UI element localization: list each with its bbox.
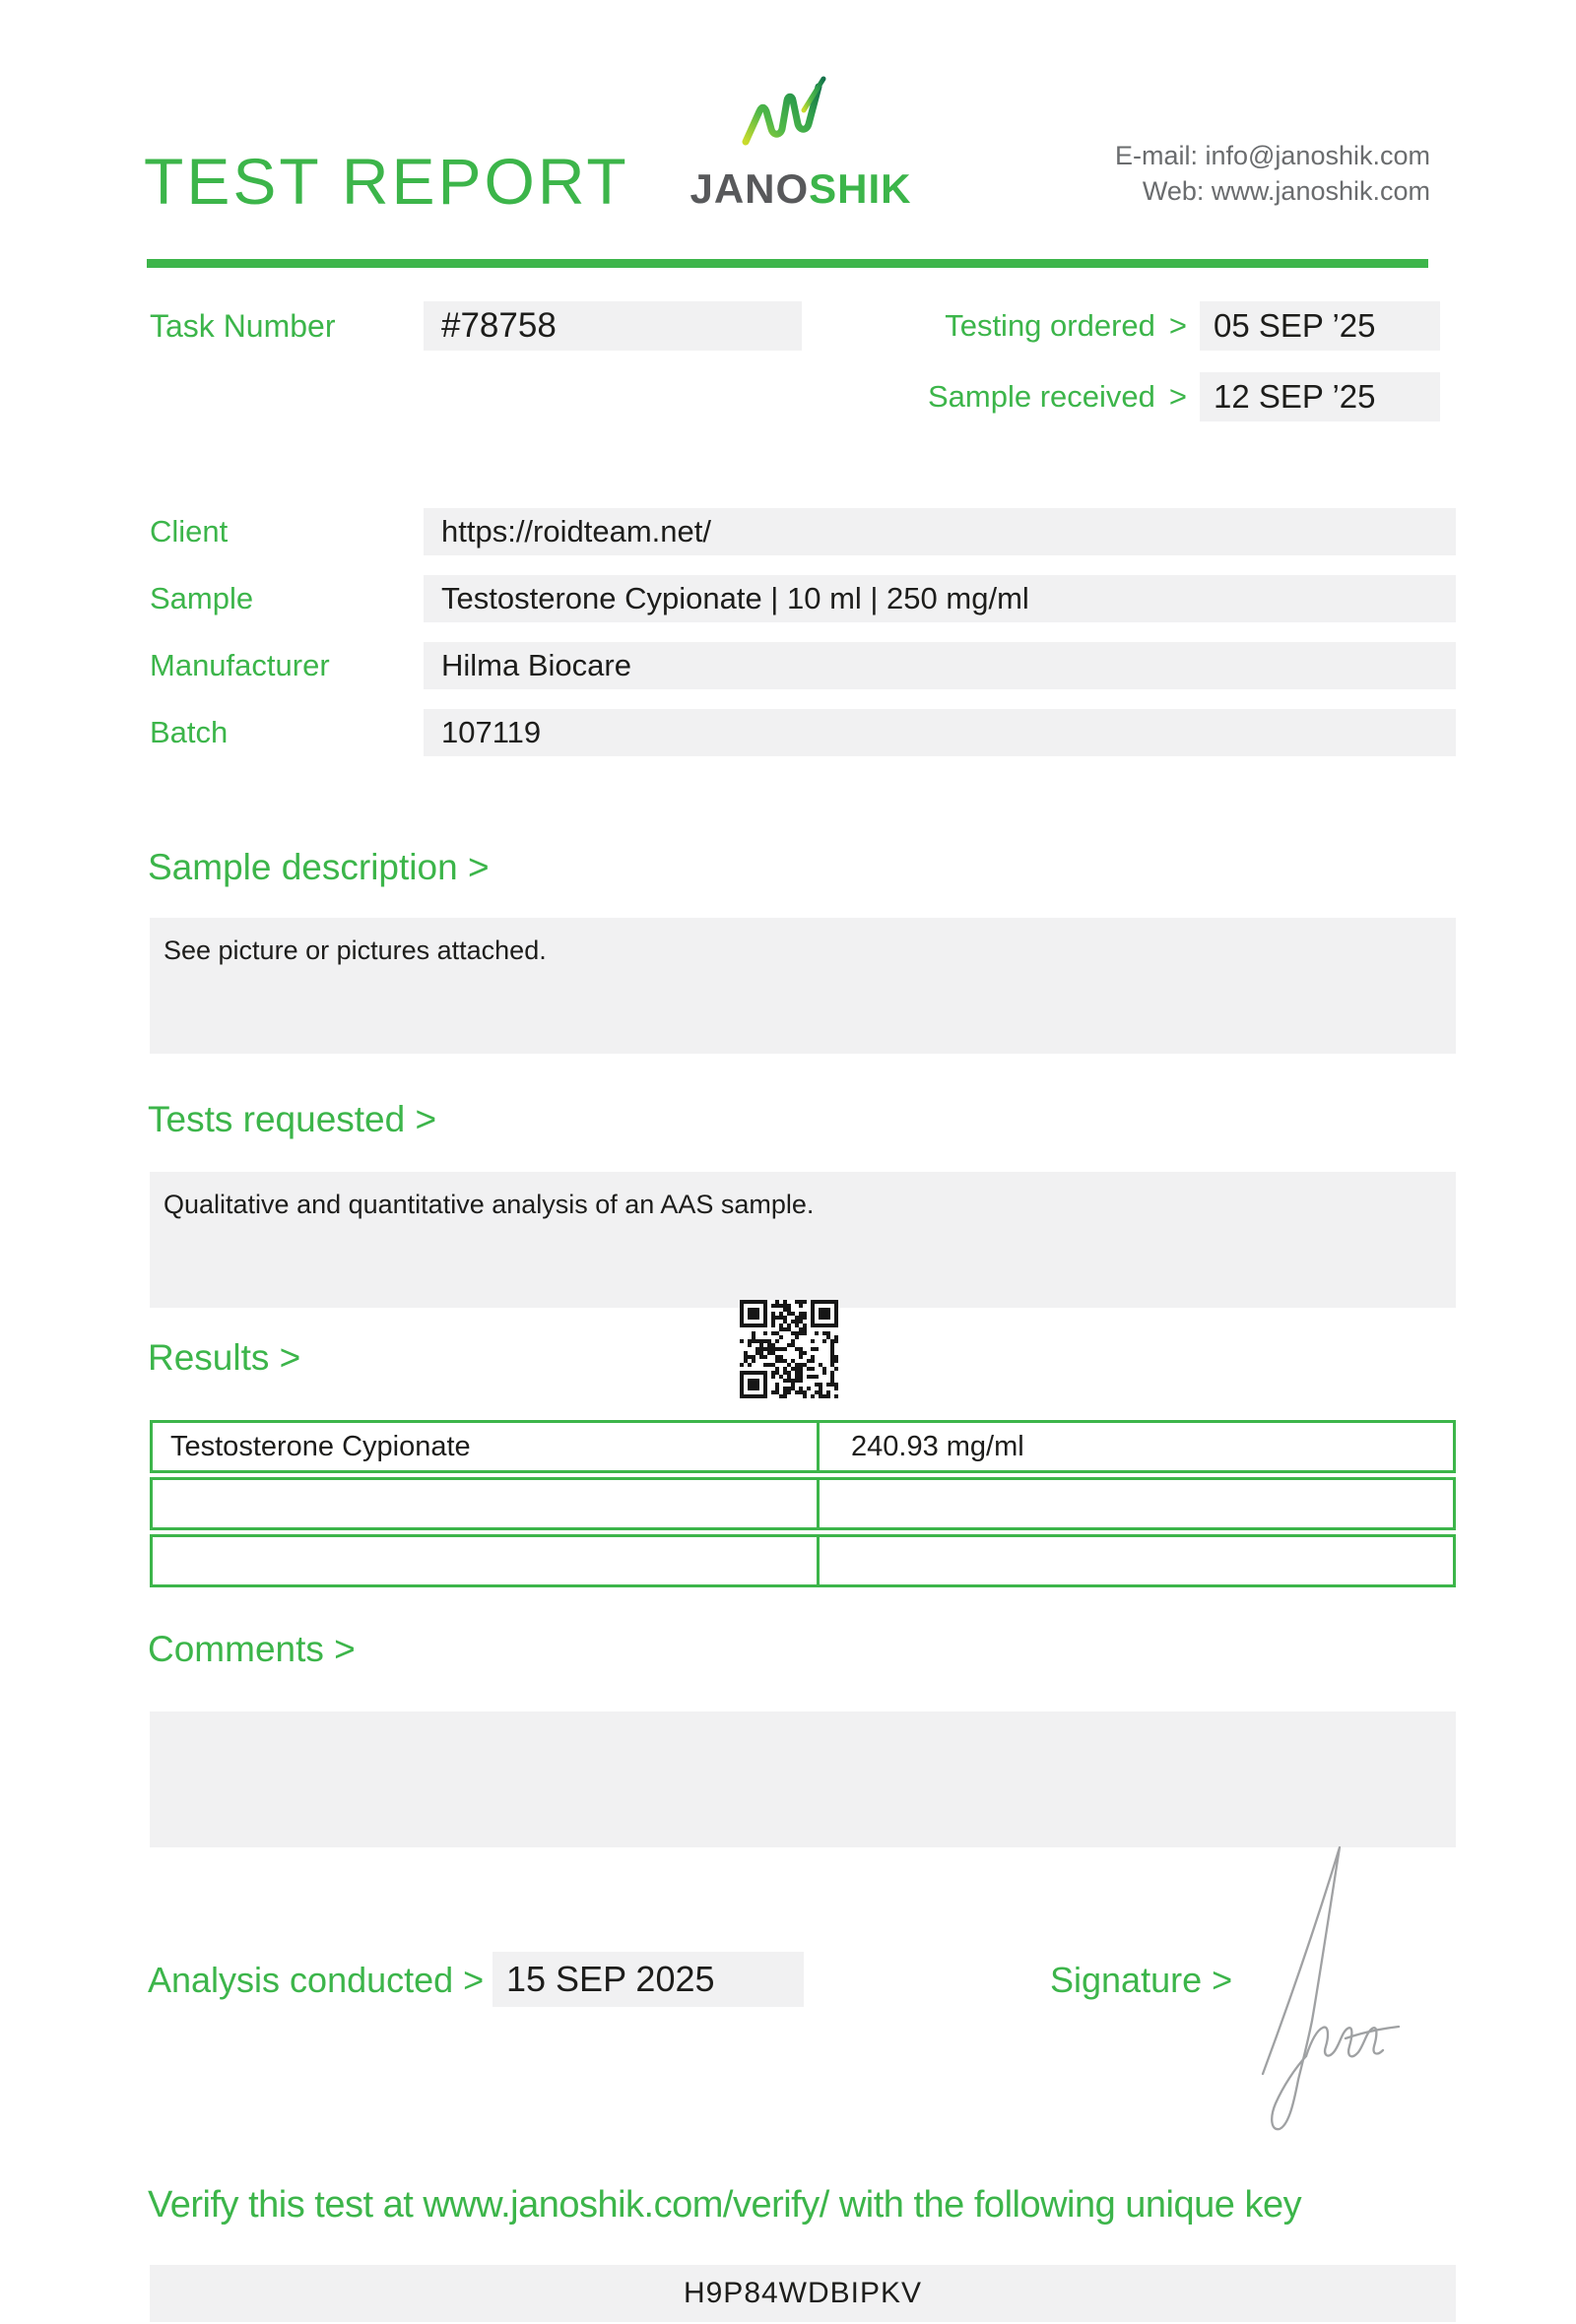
table-row <box>150 1420 1456 1473</box>
result-value: 240.93 mg/ml <box>851 1431 1024 1462</box>
contact-web: Web: www.janoshik.com <box>1142 176 1430 206</box>
sample-received-value: 12 SEP ’25 <box>1214 378 1376 415</box>
result-value <box>820 1480 1453 1527</box>
janoshik-wordmark <box>678 165 924 213</box>
verify-key-value: H9P84WDBIPKV <box>683 2277 923 2309</box>
result-value <box>820 1537 1453 1584</box>
task-number-label: Task Number <box>150 308 336 344</box>
contact-block <box>987 138 1430 209</box>
analysis-date-value: 15 SEP 2025 <box>506 1959 715 1999</box>
sample-field <box>424 575 1456 622</box>
wordmark-shik: SHIK <box>809 165 912 212</box>
manufacturer-label: Manufacturer <box>150 648 330 682</box>
analysis-conducted-label: Analysis conducted > <box>148 1960 485 2000</box>
tests-requested-heading: Tests requested > <box>148 1099 437 1139</box>
header-divider <box>147 259 1428 268</box>
result-compound <box>153 1480 820 1527</box>
signature-label: Signature > <box>1050 1960 1233 2000</box>
qr-code <box>740 1300 838 1398</box>
analysis-date-field <box>492 1952 804 2007</box>
testing-ordered-field <box>1200 301 1440 351</box>
chevron-right-icon: > <box>1168 379 1187 414</box>
client-field <box>424 508 1456 555</box>
batch-field <box>424 709 1456 756</box>
sample-description-box <box>150 918 1456 1054</box>
results-heading: Results > <box>148 1337 301 1378</box>
sample-description-text: See picture or pictures attached. <box>164 936 547 965</box>
sample-received-field <box>1200 372 1440 421</box>
task-number-field <box>424 301 802 351</box>
sample-label: Sample <box>150 581 254 615</box>
client-label: Client <box>150 514 229 549</box>
results-table <box>150 1420 1456 1591</box>
table-row <box>150 1534 1456 1587</box>
wordmark-jano: JANO <box>690 165 810 212</box>
testing-ordered-label: Testing ordered > <box>886 301 1187 351</box>
result-compound: Testosterone Cypionate <box>153 1423 820 1470</box>
sample-received-label: Sample received > <box>886 372 1187 421</box>
testing-ordered-value: 05 SEP ’25 <box>1214 307 1376 344</box>
verify-instruction: Verify this test at www.janoshik.com/verify/ with the following unique key <box>148 2184 1302 2226</box>
table-row <box>150 1477 1456 1530</box>
page-title: TEST REPORT <box>144 145 629 218</box>
task-number-value: #78758 <box>441 306 557 345</box>
batch-value: 107119 <box>441 715 542 749</box>
manufacturer-value: Hilma Biocare <box>441 648 631 682</box>
verify-key-field <box>150 2265 1456 2322</box>
client-value: https://roidteam.net/ <box>441 514 711 549</box>
result-compound <box>153 1537 820 1584</box>
chevron-right-icon: > <box>1168 308 1187 343</box>
comments-text <box>150 1711 1456 1727</box>
sample-value: Testosterone Cypionate | 10 ml | 250 mg/ml <box>441 581 1029 615</box>
batch-label: Batch <box>150 715 229 749</box>
sample-description-heading: Sample description > <box>148 847 490 887</box>
handwritten-signature <box>1249 1828 1414 2145</box>
tests-requested-text: Qualitative and quantitative analysis of an AAS sample. <box>164 1190 815 1219</box>
manufacturer-field <box>424 642 1456 689</box>
comments-heading: Comments > <box>148 1629 356 1669</box>
contact-email: E-mail: info@janoshik.com <box>1114 141 1430 170</box>
janoshik-chart-logo-icon <box>741 73 831 161</box>
tests-requested-box <box>150 1172 1456 1308</box>
